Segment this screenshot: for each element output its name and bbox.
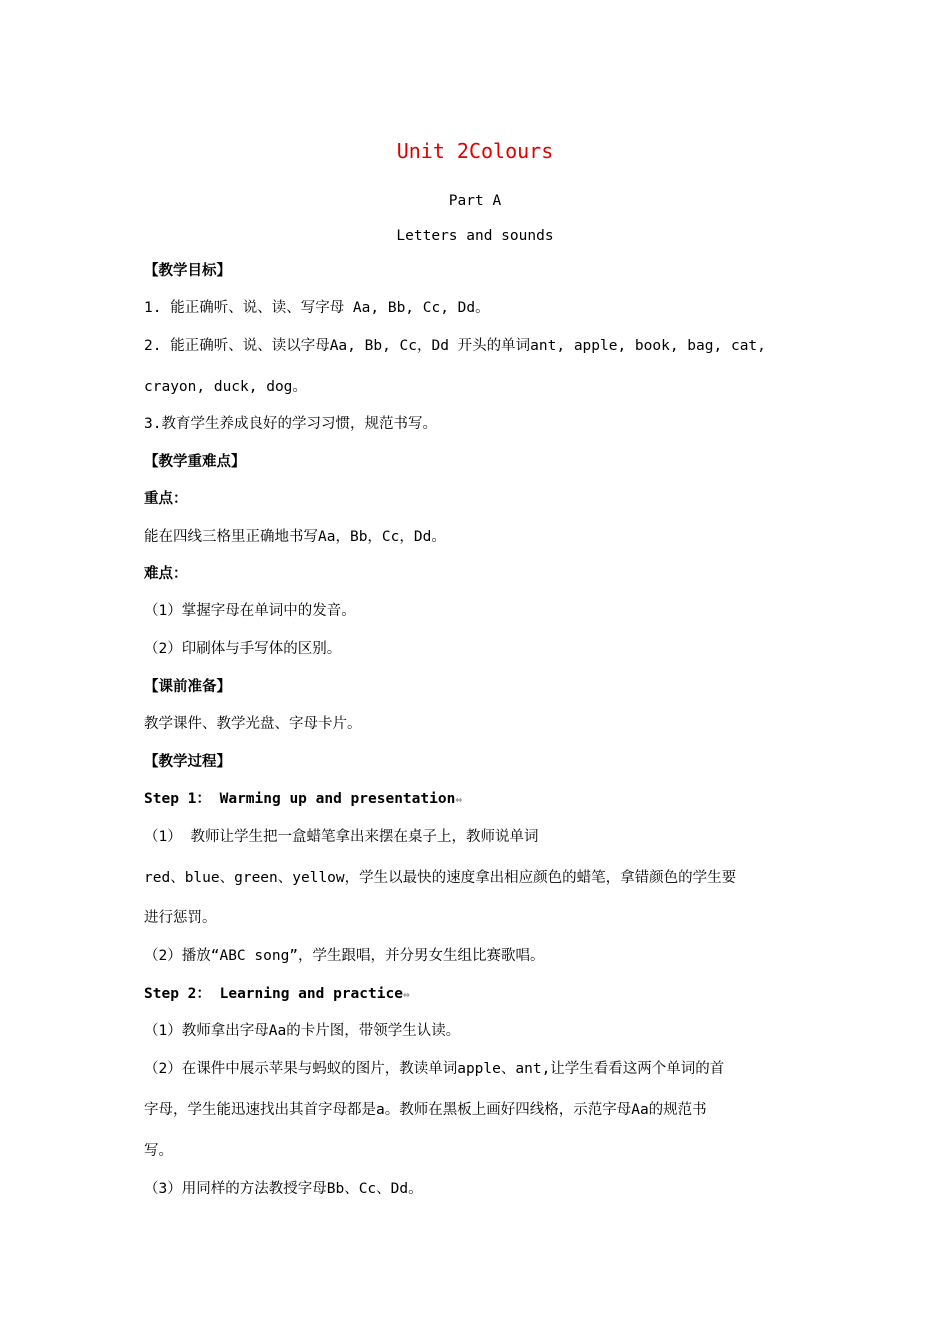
- part-label: Part A: [448, 193, 502, 209]
- difficult-point-item: （1）掌握字母在单词中的发音。: [144, 603, 356, 619]
- lesson-subtitle: Letters and sounds: [396, 228, 554, 244]
- preparation-text: 教学课件、教学光盘、字母卡片。: [144, 716, 362, 732]
- objective-item: 1. 能正确听、说、读、写字母 Aa, Bb, Cc, Dd。: [144, 300, 490, 316]
- step-1-item-continued: 进行惩罚。: [144, 910, 217, 926]
- step-1-item: （2）播放“ABC song”，学生跟唱，并分男女生组比赛歌唱。: [144, 948, 545, 964]
- process-heading: 【教学过程】: [144, 754, 231, 770]
- paragraph-mark-icon: ⇔: [455, 793, 462, 806]
- paragraph-mark-icon: ⇔: [402, 988, 410, 1001]
- step-2-item-continued: 字母，学生能迅速找出其首字母都是a。教师在黑板上画好四线格，示范字母Aa的规范书: [144, 1102, 707, 1118]
- objective-item: 3.教育学生养成良好的学习习惯，规范书写。: [144, 416, 437, 432]
- key-point-label: 重点：: [144, 491, 188, 507]
- preparation-heading: 【课前准备】: [144, 679, 231, 695]
- step-2-heading-text: Step 2： Learning and practice: [144, 986, 403, 1002]
- step-1-item-continued: red、blue、green、yellow，学生以最快的速度拿出相应颜色的蜡笔，拿错颜色的学生要: [144, 870, 737, 886]
- difficult-point-label: 难点：: [144, 566, 188, 582]
- step-1-heading-text: Step 1： Warming up and presentation: [144, 791, 456, 807]
- step-2-heading: [144, 984, 410, 1005]
- objective-item: 2. 能正确听、说、读以字母Aa, Bb, Cc，Dd 开头的单词ant, apple, book, bag, cat,: [144, 338, 766, 354]
- step-2-item: （1）教师拿出字母Aa的卡片图，带领学生认读。: [144, 1023, 461, 1039]
- objective-item-continued: crayon, duck, dog。: [144, 379, 307, 395]
- step-2-item: （2）在课件中展示苹果与蚂蚁的图片，教读单词apple、ant,让学生看看这两个单词的首: [144, 1061, 725, 1077]
- objectives-heading: 【教学目标】: [144, 263, 231, 279]
- difficult-point-item: （2）印刷体与手写体的区别。: [144, 641, 342, 657]
- step-2-item-continued: 写。: [144, 1143, 173, 1159]
- step-1-heading: [144, 789, 462, 810]
- document-title: Unit 2Colours: [396, 139, 554, 163]
- key-points-heading: 【教学重难点】: [144, 454, 246, 470]
- key-point-text: 能在四线三格里正确地书写Aa，Bb，Cc，Dd。: [144, 529, 446, 545]
- step-2-item: （3）用同样的方法教授字母Bb、Cc、Dd。: [144, 1181, 423, 1197]
- step-1-item: （1） 教师让学生把一盒蜡笔拿出来摆在桌子上，教师说单词: [144, 829, 539, 845]
